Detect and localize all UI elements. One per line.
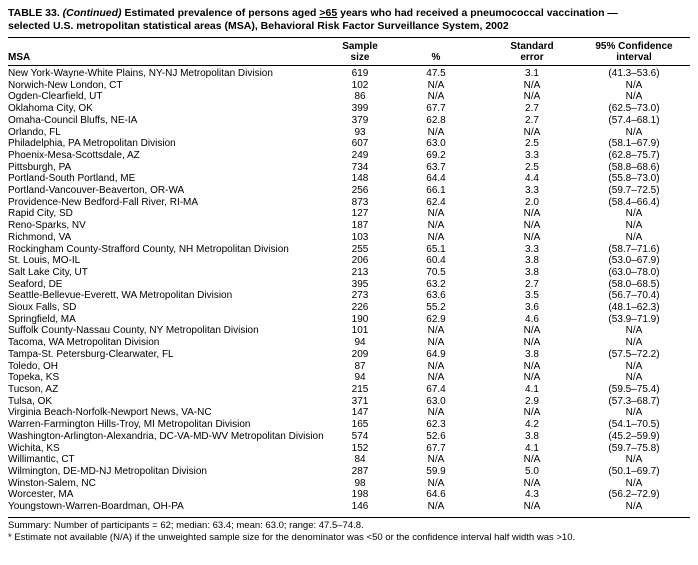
sample-size-cell: 101: [351, 325, 369, 337]
standard-error-cell: 2.7: [525, 114, 539, 126]
sample-size-cell: 87: [354, 360, 366, 372]
confidence-interval-cell: (45.2–59.9): [608, 430, 660, 442]
standard-error-cell: 4.4: [525, 173, 539, 185]
confidence-interval-cell: (41.3–53.6): [608, 68, 660, 79]
confidence-interval-cell: N/A: [625, 454, 643, 466]
col-header-percent-spacer: [386, 38, 486, 52]
percent-cell: 64.9: [426, 348, 446, 360]
percent-cell: 47.5: [426, 68, 446, 79]
standard-error-cell: 2.7: [525, 103, 539, 115]
msa-cell: Seaford, DE: [8, 278, 63, 290]
col-header-percent: %: [386, 52, 486, 66]
confidence-interval-cell: (53.9–71.9): [608, 313, 660, 325]
table-row: [8, 384, 690, 396]
confidence-interval-cell: (59.5–75.4): [608, 383, 660, 395]
standard-error-cell: N/A: [523, 208, 541, 220]
percent-cell: 66.1: [426, 185, 446, 197]
percent-cell: N/A: [427, 126, 445, 138]
confidence-interval-cell: N/A: [625, 372, 643, 384]
table-title: [8, 7, 690, 33]
table-header: [8, 38, 690, 66]
confidence-interval-cell: (59.7–75.8): [608, 442, 660, 454]
standard-error-cell: 2.9: [525, 395, 539, 407]
percent-cell: N/A: [427, 477, 445, 489]
table-row: [8, 501, 690, 513]
percent-cell: 67.7: [426, 103, 446, 115]
sample-size-cell: 198: [351, 489, 369, 501]
sample-size-cell: 102: [351, 79, 369, 91]
percent-cell: N/A: [427, 360, 445, 372]
sample-size-cell: 287: [351, 465, 369, 477]
table-row: [8, 290, 690, 302]
sample-size-cell: 93: [354, 126, 366, 138]
percent-cell: 63.0: [426, 138, 446, 150]
table-row: [8, 454, 690, 466]
table-title-text-1: Estimated prevalence of persons aged: [124, 7, 317, 19]
table-row: [8, 127, 690, 139]
msa-cell: Worcester, MA: [8, 489, 74, 501]
table-row: [8, 150, 690, 162]
sample-size-cell: 148: [351, 173, 369, 185]
table-title-text-3: selected U.S. metropolitan statistical areas (MSA), Behavioral Risk Factor Surveillance System, 2002: [8, 20, 509, 32]
percent-cell: N/A: [427, 231, 445, 243]
table-footer: [8, 520, 690, 544]
confidence-interval-cell: N/A: [625, 220, 643, 232]
msa-cell: Wichita, KS: [8, 442, 60, 454]
msa-cell: Reno-Sparks, NV: [8, 220, 86, 232]
msa-cell: Norwich-New London, CT: [8, 79, 123, 91]
standard-error-cell: N/A: [523, 337, 541, 349]
sample-size-cell: 187: [351, 220, 369, 232]
confidence-interval-cell: N/A: [625, 360, 643, 372]
standard-error-cell: 2.7: [525, 278, 539, 290]
sample-size-cell: 734: [351, 161, 369, 173]
confidence-interval-cell: (57.5–72.2): [608, 348, 660, 360]
table-row: [8, 349, 690, 361]
table-row: [8, 244, 690, 256]
confidence-interval-cell: (56.7–70.4): [608, 290, 660, 302]
sample-size-cell: 249: [351, 149, 369, 161]
percent-cell: N/A: [427, 372, 445, 384]
standard-error-cell: 3.8: [525, 348, 539, 360]
sample-size-cell: 873: [351, 196, 369, 208]
standard-error-cell: 3.3: [525, 185, 539, 197]
percent-cell: N/A: [427, 325, 445, 337]
percent-cell: N/A: [427, 501, 445, 513]
percent-cell: 55.2: [426, 302, 446, 314]
col-header-ci-line1: 95% Confidence: [595, 41, 673, 52]
standard-error-cell: N/A: [523, 220, 541, 232]
msa-cell: Portland-Vancouver-Beaverton, OR-WA: [8, 185, 185, 197]
confidence-interval-cell: N/A: [625, 231, 643, 243]
confidence-interval-cell: N/A: [625, 325, 643, 337]
percent-cell: 64.6: [426, 489, 446, 501]
percent-cell: 65.1: [426, 243, 446, 255]
percent-cell: 67.7: [426, 442, 446, 454]
table-row: [8, 162, 690, 174]
standard-error-cell: N/A: [523, 454, 541, 466]
msa-cell: Orlando, FL: [8, 126, 61, 138]
geq-65-symbol: >65: [319, 7, 338, 19]
percent-cell: 59.9: [426, 465, 446, 477]
percent-cell: N/A: [427, 337, 445, 349]
footnote-line: * Estimate not available (N/A) if the unweighted sample size for the denominator was <50 or the confidence interval half width was >10.: [8, 531, 576, 543]
sample-size-cell: 399: [351, 103, 369, 115]
sample-size-cell: 152: [351, 442, 369, 454]
msa-cell: Tulsa, OK: [8, 395, 53, 407]
confidence-interval-cell: (62.5–73.0): [608, 103, 660, 115]
confidence-interval-cell: (58.8–68.6): [608, 161, 660, 173]
msa-cell: Tacoma, WA Metropolitan Division: [8, 337, 160, 349]
table-row: [8, 302, 690, 314]
percent-cell: 63.7: [426, 161, 446, 173]
percent-cell: 62.9: [426, 313, 446, 325]
percent-cell: 69.2: [426, 149, 446, 161]
msa-cell: New York-Wayne-White Plains, NY-NJ Metropolitan Division: [8, 68, 273, 79]
sample-size-cell: 94: [354, 372, 366, 384]
msa-cell: Ogden-Clearfield, UT: [8, 91, 103, 103]
msa-cell: Phoenix-Mesa-Scottsdale, AZ: [8, 149, 140, 161]
table-row: [8, 267, 690, 279]
table-row: [8, 419, 690, 431]
table-row: [8, 185, 690, 197]
msa-cell: Seattle-Bellevue-Everett, WA Metropolitan Division: [8, 290, 233, 302]
table-row: [8, 279, 690, 291]
percent-cell: N/A: [427, 454, 445, 466]
percent-cell: 63.6: [426, 290, 446, 302]
col-header-msa-spacer: [8, 38, 334, 52]
msa-cell: Warren-Farmington Hills-Troy, MI Metropolitan Division: [8, 419, 251, 431]
sample-size-cell: 86: [354, 91, 366, 103]
sample-size-cell: 256: [351, 185, 369, 197]
standard-error-cell: 3.8: [525, 430, 539, 442]
standard-error-cell: 4.6: [525, 313, 539, 325]
prevalence-table: [8, 38, 690, 513]
percent-cell: 52.6: [426, 430, 446, 442]
confidence-interval-cell: N/A: [625, 91, 643, 103]
confidence-interval-cell: (48.1–62.3): [608, 302, 660, 314]
msa-cell: Sioux Falls, SD: [8, 302, 77, 314]
percent-cell: N/A: [427, 79, 445, 91]
standard-error-cell: N/A: [523, 407, 541, 419]
standard-error-cell: 3.5: [525, 290, 539, 302]
percent-cell: 67.4: [426, 383, 446, 395]
table-row: [8, 431, 690, 443]
table-row: [8, 220, 690, 232]
confidence-interval-cell: (63.0–78.0): [608, 266, 660, 278]
col-header-msa: MSA: [8, 52, 334, 66]
sample-size-cell: 371: [351, 395, 369, 407]
confidence-interval-cell: N/A: [625, 337, 643, 349]
percent-cell: 63.0: [426, 395, 446, 407]
col-header-sample-line2: size: [334, 52, 386, 66]
sample-size-cell: 255: [351, 243, 369, 255]
bottom-rule: [8, 517, 690, 518]
msa-cell: Omaha-Council Bluffs, NE-IA: [8, 114, 138, 126]
sample-size-cell: 213: [351, 266, 369, 278]
percent-cell: 62.8: [426, 114, 446, 126]
percent-cell: N/A: [427, 208, 445, 220]
table-number: TABLE 33.: [8, 7, 60, 19]
sample-size-cell: 206: [351, 255, 369, 267]
standard-error-cell: N/A: [523, 126, 541, 138]
table-row: [8, 443, 690, 455]
confidence-interval-cell: N/A: [625, 79, 643, 91]
sample-size-cell: 190: [351, 313, 369, 325]
standard-error-cell: 2.5: [525, 161, 539, 173]
table-row: [8, 314, 690, 326]
standard-error-cell: 3.8: [525, 255, 539, 267]
msa-cell: Washington-Arlington-Alexandria, DC-VA-MD-WV Metropolitan Division: [8, 430, 324, 442]
msa-cell: Suffolk County-Nassau County, NY Metropolitan Division: [8, 325, 259, 337]
confidence-interval-cell: (58.7–71.6): [608, 243, 660, 255]
standard-error-cell: N/A: [523, 477, 541, 489]
standard-error-cell: 2.5: [525, 138, 539, 150]
standard-error-cell: 4.1: [525, 442, 539, 454]
confidence-interval-cell: N/A: [625, 208, 643, 220]
msa-cell: Oklahoma City, OK: [8, 103, 93, 115]
table-continued-label: (Continued): [62, 7, 122, 19]
sample-size-cell: 84: [354, 454, 366, 466]
table-row: [8, 138, 690, 150]
table-row: [8, 91, 690, 103]
msa-cell: Richmond, VA: [8, 231, 72, 243]
confidence-interval-cell: (58.1–67.9): [608, 138, 660, 150]
sample-size-cell: 619: [351, 68, 369, 79]
sample-size-cell: 226: [351, 302, 369, 314]
msa-cell: Rockingham County-Strafford County, NH Metropolitan Division: [8, 243, 289, 255]
table-row: [8, 255, 690, 267]
table-row: [8, 66, 690, 80]
msa-cell: Tucson, AZ: [8, 383, 59, 395]
msa-cell: Springfield, MA: [8, 313, 76, 325]
standard-error-cell: N/A: [523, 325, 541, 337]
col-header-sample-line1: Sample: [342, 41, 378, 52]
table-row: [8, 478, 690, 490]
summary-line: Summary: Number of participants = 62; median: 63.4; mean: 63.0; range: 47.5–74.8.: [8, 519, 364, 531]
percent-cell: 70.5: [426, 266, 446, 278]
table-row: [8, 115, 690, 127]
confidence-interval-cell: N/A: [625, 477, 643, 489]
percent-cell: 62.4: [426, 196, 446, 208]
confidence-interval-cell: (55.8–73.0): [608, 173, 660, 185]
sample-size-cell: 146: [351, 501, 369, 513]
sample-size-cell: 209: [351, 348, 369, 360]
sample-size-cell: 273: [351, 290, 369, 302]
standard-error-cell: 4.2: [525, 419, 539, 431]
standard-error-cell: 3.6: [525, 302, 539, 314]
standard-error-cell: 4.1: [525, 383, 539, 395]
sample-size-cell: 147: [351, 407, 369, 419]
sample-size-cell: 127: [351, 208, 369, 220]
standard-error-cell: 3.3: [525, 243, 539, 255]
msa-cell: Winston-Salem, NC: [8, 477, 96, 489]
confidence-interval-cell: N/A: [625, 126, 643, 138]
sample-size-cell: 98: [354, 477, 366, 489]
sample-size-cell: 395: [351, 278, 369, 290]
msa-cell: Tampa-St. Petersburg-Clearwater, FL: [8, 348, 174, 360]
confidence-interval-cell: (53.0–67.9): [608, 255, 660, 267]
confidence-interval-cell: (59.7–72.5): [608, 185, 660, 197]
sample-size-cell: 165: [351, 419, 369, 431]
standard-error-cell: 2.0: [525, 196, 539, 208]
percent-cell: 64.4: [426, 173, 446, 185]
percent-cell: N/A: [427, 220, 445, 232]
table-row: [8, 372, 690, 384]
table-row: [8, 208, 690, 220]
msa-cell: Rapid City, SD: [8, 208, 73, 220]
msa-cell: Philadelphia, PA Metropolitan Division: [8, 138, 176, 150]
col-header-ci-line2: interval: [578, 52, 690, 66]
sample-size-cell: 94: [354, 337, 366, 349]
confidence-interval-cell: (56.2–72.9): [608, 489, 660, 501]
confidence-interval-cell: (50.1–69.7): [608, 465, 660, 477]
confidence-interval-cell: N/A: [625, 501, 643, 513]
col-header-se-line1: Standard: [510, 41, 554, 52]
percent-cell: 60.4: [426, 255, 446, 267]
msa-cell: Virginia Beach-Norfolk-Newport News, VA-NC: [8, 407, 212, 419]
percent-cell: 62.3: [426, 419, 446, 431]
standard-error-cell: N/A: [523, 79, 541, 91]
confidence-interval-cell: (57.4–68.1): [608, 114, 660, 126]
table-row: [8, 232, 690, 244]
percent-cell: N/A: [427, 407, 445, 419]
table-row: [8, 173, 690, 185]
sample-size-cell: 215: [351, 383, 369, 395]
sample-size-cell: 574: [351, 430, 369, 442]
header-row-bottom: [8, 52, 690, 66]
percent-cell: 63.2: [426, 278, 446, 290]
standard-error-cell: N/A: [523, 91, 541, 103]
table-row: [8, 325, 690, 337]
table-row: [8, 103, 690, 115]
table-row: [8, 197, 690, 209]
standard-error-cell: 3.8: [525, 266, 539, 278]
header-row-top: [8, 38, 690, 52]
sample-size-cell: 379: [351, 114, 369, 126]
msa-cell: Toledo, OH: [8, 360, 59, 372]
table-body: [8, 66, 690, 513]
confidence-interval-cell: (54.1–70.5): [608, 419, 660, 431]
table-row: [8, 489, 690, 501]
table-row: [8, 466, 690, 478]
table-row: [8, 337, 690, 349]
table-row: [8, 80, 690, 92]
standard-error-cell: N/A: [523, 372, 541, 384]
msa-cell: Portland-South Portland, ME: [8, 173, 136, 185]
table-row: [8, 396, 690, 408]
standard-error-cell: N/A: [523, 231, 541, 243]
standard-error-cell: 5.0: [525, 465, 539, 477]
confidence-interval-cell: (58.4–66.4): [608, 196, 660, 208]
standard-error-cell: 3.1: [525, 68, 539, 79]
table-row: [8, 407, 690, 419]
confidence-interval-cell: N/A: [625, 407, 643, 419]
msa-cell: Willimantic, CT: [8, 454, 75, 466]
msa-cell: St. Louis, MO-IL: [8, 255, 81, 267]
msa-cell: Pittsburgh, PA: [8, 161, 72, 173]
col-header-se-line2: error: [486, 52, 578, 66]
table-title-text-2: years who had received a pneumococcal vaccination —: [340, 7, 618, 19]
msa-cell: Salt Lake City, UT: [8, 266, 88, 278]
sample-size-cell: 607: [351, 138, 369, 150]
msa-cell: Youngstown-Warren-Boardman, OH-PA: [8, 501, 184, 513]
confidence-interval-cell: (57.3–68.7): [608, 395, 660, 407]
standard-error-cell: 4.3: [525, 489, 539, 501]
standard-error-cell: N/A: [523, 501, 541, 513]
confidence-interval-cell: (58.0–68.5): [608, 278, 660, 290]
table-row: [8, 361, 690, 373]
standard-error-cell: N/A: [523, 360, 541, 372]
msa-cell: Providence-New Bedford-Fall River, RI-MA: [8, 196, 199, 208]
msa-cell: Topeka, KS: [8, 372, 60, 384]
sample-size-cell: 103: [351, 231, 369, 243]
confidence-interval-cell: (62.8–75.7): [608, 149, 660, 161]
standard-error-cell: 3.3: [525, 149, 539, 161]
msa-cell: Wilmington, DE-MD-NJ Metropolitan Division: [8, 465, 207, 477]
percent-cell: N/A: [427, 91, 445, 103]
